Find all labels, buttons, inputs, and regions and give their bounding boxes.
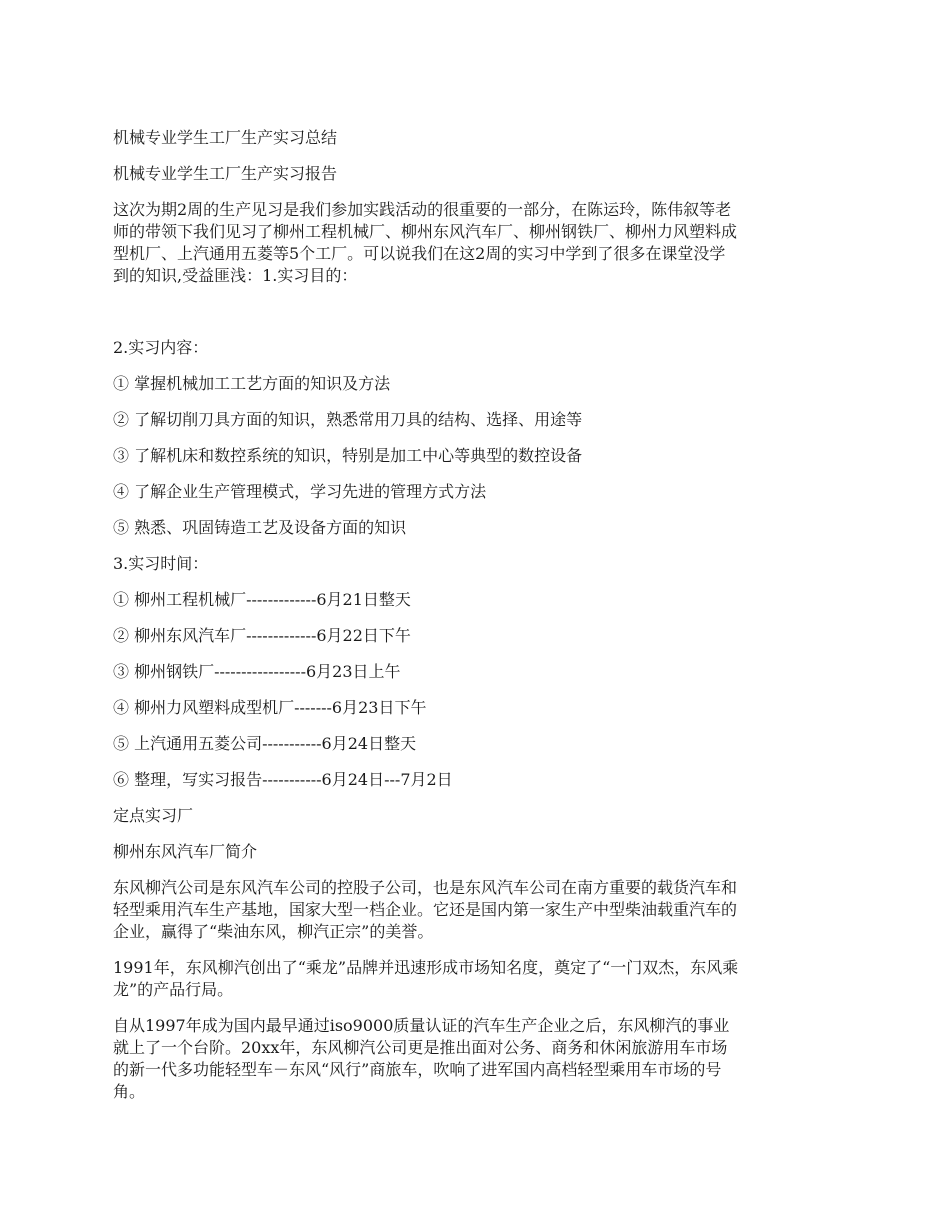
- time-item: ⑤ 上汽通用五菱公司-----------6月24日整天: [113, 734, 417, 753]
- company-intro-heading: 柳州东风汽车厂简介: [113, 842, 258, 861]
- content-item: ① 掌握机械加工工艺方面的知识及方法: [113, 374, 391, 393]
- company-paragraph-2: [113, 957, 841, 1001]
- intro-line: 这次为期2周的生产见习是我们参加实践活动的很重要的一部分，在陈运玲，陈伟叙等老: [113, 200, 732, 219]
- intro-line: 到的知识,受益匪浅：1.实习目的：: [113, 266, 358, 285]
- paragraph-line: 角。: [113, 1082, 146, 1101]
- site-heading: 定点实习厂: [113, 806, 194, 825]
- paragraph-line: 1991年，东风柳汽创出了“乘龙”品牌并迅速形成市场知名度，奠定了“一门双杰，东风乘: [113, 958, 739, 977]
- content-heading: 2.实习内容：: [113, 338, 209, 357]
- intro-line: 型机厂、上汽通用五菱等5个工厂。可以说我们在这2周的实习中学到了很多在课堂没学: [113, 244, 726, 263]
- paragraph-line: 就上了一个台阶。20xx年，东风柳汽公司更是推出面对公务、商务和休闲旅游用车市场: [113, 1038, 728, 1057]
- paragraph-line: 轻型乘用汽车生产基地，国家大型一档企业。它还是国内第一家生产中型柴油载重汽车的: [113, 900, 738, 919]
- content-item: ④ 了解企业生产管理模式，学习先进的管理方式方法: [113, 482, 487, 501]
- content-item: ② 了解切削刀具方面的知识，熟悉常用刀具的结构、选择、用途等: [113, 410, 583, 429]
- content-item: ③ 了解机床和数控系统的知识，特别是加工中心等典型的数控设备: [113, 446, 583, 465]
- paragraph-line: 自从1997年成为国内最早通过iso9000质量认证的汽车生产企业之后，东风柳汽的事业: [113, 1016, 730, 1035]
- document-subtitle: 机械专业学生工厂生产实习报告: [113, 164, 338, 183]
- intro-paragraph: [113, 199, 841, 287]
- company-paragraph-1: [113, 877, 841, 943]
- blank-gap: [113, 301, 841, 337]
- document-title: 机械专业学生工厂生产实习总结: [113, 128, 338, 147]
- paragraph-line: 东风柳汽公司是东风汽车公司的控股子公司，也是东风汽车公司在南方重要的载货汽车和: [113, 878, 738, 897]
- time-heading: 3.实习时间：: [113, 554, 209, 573]
- document-page: [113, 127, 841, 1117]
- paragraph-line: 的新一代多功能轻型车－东风“风行”商旅车，吹响了进军国内高档轻型乘用车市场的号: [113, 1060, 722, 1079]
- time-item: ⑥ 整理，写实习报告-----------6月24日---7月2日: [113, 770, 453, 789]
- content-item: ⑤ 熟悉、巩固铸造工艺及设备方面的知识: [113, 518, 407, 537]
- paragraph-line: 龙”的产品行局。: [113, 980, 234, 999]
- time-item: ② 柳州东风汽车厂-------------6月22日下午: [113, 626, 411, 645]
- intro-line: 师的带领下我们见习了柳州工程机械厂、柳州东风汽车厂、柳州钢铁厂、柳州力风塑料成: [113, 222, 738, 241]
- time-item: ① 柳州工程机械厂-------------6月21日整天: [113, 590, 411, 609]
- time-item: ④ 柳州力风塑料成型机厂-------6月23日下午: [113, 698, 427, 717]
- time-item: ③ 柳州钢铁厂-----------------6月23日上午: [113, 662, 401, 681]
- company-paragraph-3: [113, 1015, 841, 1103]
- paragraph-line: 企业，赢得了“柴油东风，柳汽正宗”的美誉。: [113, 922, 434, 941]
